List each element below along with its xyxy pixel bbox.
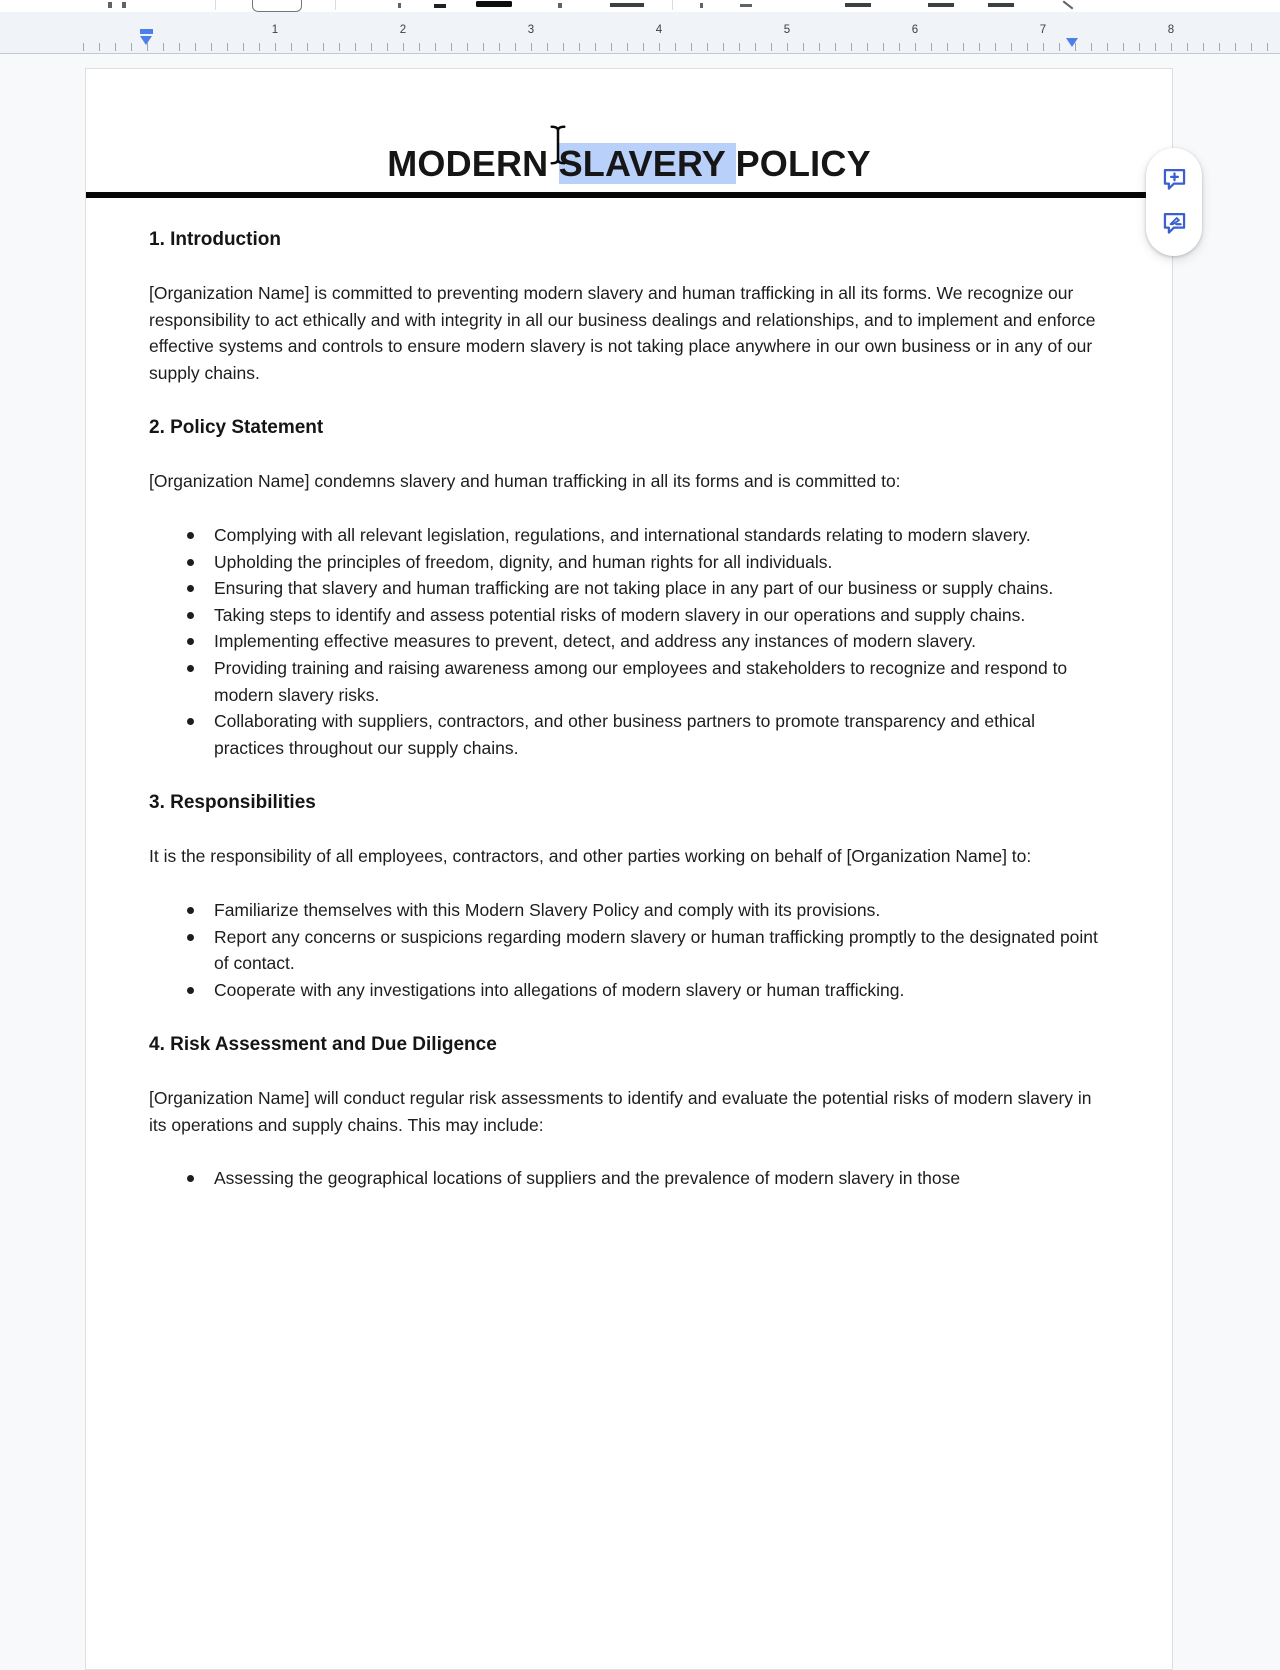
horizontal-ruler [0,12,1280,54]
ruler-number: 2 [399,24,407,36]
toolbar-icon-fragment[interactable] [108,2,112,8]
list-item: Upholding the principles of freedom, dignity, and human rights for all individuals. [214,549,1102,576]
left-indent-marker[interactable] [140,29,153,45]
toolbar-color-swatch-fragment[interactable] [476,1,512,7]
section-heading-risk-assessment: 4. Risk Assessment and Due Diligence [149,1034,497,1056]
list-item: Report any concerns or suspicions regarding modern slavery or human trafficking promptly to the designated point of contact. [214,924,1102,977]
suggest-edits-button[interactable] [1159,209,1189,239]
ruler-ticks [83,43,1280,51]
section-heading-policy-statement: 2. Policy Statement [149,417,324,439]
toolbar-icon-fragment[interactable] [122,2,126,8]
toolbar-partial [0,0,1280,12]
floating-action-pill [1146,148,1202,256]
title-text-pre: MODERN [387,143,559,184]
section-heading-responsibilities: 3. Responsibilities [149,792,316,814]
list-item: Ensuring that slavery and human trafficking are not taking place in any part of our business or supply chains. [214,575,1102,602]
toolbar-style-box-fragment[interactable] [252,0,302,12]
toolbar-icon-fragment[interactable] [1063,1,1074,10]
add-comment-button[interactable] [1159,165,1189,195]
title-text-post: POLICY [735,143,871,184]
document-body[interactable] [86,228,1172,1192]
ruler-number: 7 [1039,24,1047,36]
title-block [86,69,1172,198]
toolbar-icon-fragment[interactable] [610,3,644,7]
document-page[interactable] [85,68,1173,1670]
toolbar-align-icon-fragment[interactable] [928,3,954,7]
text-cursor-pointer [545,122,571,173]
toolbar-divider [215,0,216,10]
left-indent-triangle[interactable] [140,36,152,45]
toolbar-divider [335,0,336,10]
toolbar-icon-fragment[interactable] [700,3,703,8]
list-item: Assessing the geographical locations of suppliers and the prevalence of modern slavery in those [214,1165,1102,1192]
toolbar-icon-fragment[interactable] [558,3,562,8]
ruler-number: 4 [655,24,663,36]
list-item: Implementing effective measures to prevent, detect, and address any instances of modern slavery. [214,628,1102,655]
list-item: Collaborating with suppliers, contractors, and other business partners to promote transparency and ethical practices throughout our supply chains. [214,708,1102,761]
title-text-selected: SLAVERY [558,143,736,184]
comment-plus-icon [1161,165,1188,195]
comment-pencil-icon [1161,209,1188,239]
document-canvas [0,54,1280,1280]
list-item: Providing training and raising awareness among our employees and stakeholders to recognize and respond to modern slavery risks. [214,655,1102,708]
ruler-number: 6 [911,24,919,36]
ruler-number: 5 [783,24,791,36]
toolbar-divider [672,0,673,10]
document-title[interactable] [86,142,1172,186]
first-line-indent-marker[interactable] [140,29,153,34]
paragraph-risk-assessment: [Organization Name] will conduct regular risk assessments to identify and evaluate the potential risks of modern slavery in its operations and supply chains. This may include: [149,1088,1092,1135]
toolbar-icon-fragment[interactable] [740,4,752,7]
bullet-list-policy-statement [149,522,1102,761]
toolbar-underline-icon-fragment[interactable] [434,4,446,8]
paragraph-introduction: [Organization Name] is committed to preventing modern slavery and human trafficking in all its forms. We recognize our responsibility to act ethically and with integrity in all our business dealings and relationships, and to implement and enforce effective systems and controls to ensure modern slavery is not taking place anywhere in our own business or in any of our supply chains. [149,283,1096,383]
ruler-number: 1 [271,24,279,36]
toolbar-align-icon-fragment[interactable] [845,3,871,7]
right-indent-marker[interactable] [1066,38,1078,47]
toolbar-list-icon-fragment[interactable] [988,3,1014,7]
section-heading-introduction: 1. Introduction [149,229,281,250]
paragraph-policy-statement: [Organization Name] condemns slavery and human trafficking in all its forms and is committed to: [149,471,901,492]
toolbar-icon-fragment[interactable] [398,3,401,8]
list-item: Familiarize themselves with this Modern Slavery Policy and comply with its provisions. [214,897,1102,924]
ruler-number: 3 [527,24,535,36]
bullet-list-responsibilities [149,897,1102,1003]
paragraph-responsibilities: It is the responsibility of all employees, contractors, and other parties working on behalf of [Organization Name] to: [149,846,1032,867]
list-item: Taking steps to identify and assess potential risks of modern slavery in our operations and supply chains. [214,602,1102,629]
list-item: Cooperate with any investigations into allegations of modern slavery or human trafficking. [214,977,1102,1004]
bullet-list-risk-assessment [149,1165,1102,1192]
list-item: Complying with all relevant legislation, regulations, and international standards relating to modern slavery. [214,522,1102,549]
ruler-number: 8 [1167,24,1175,36]
